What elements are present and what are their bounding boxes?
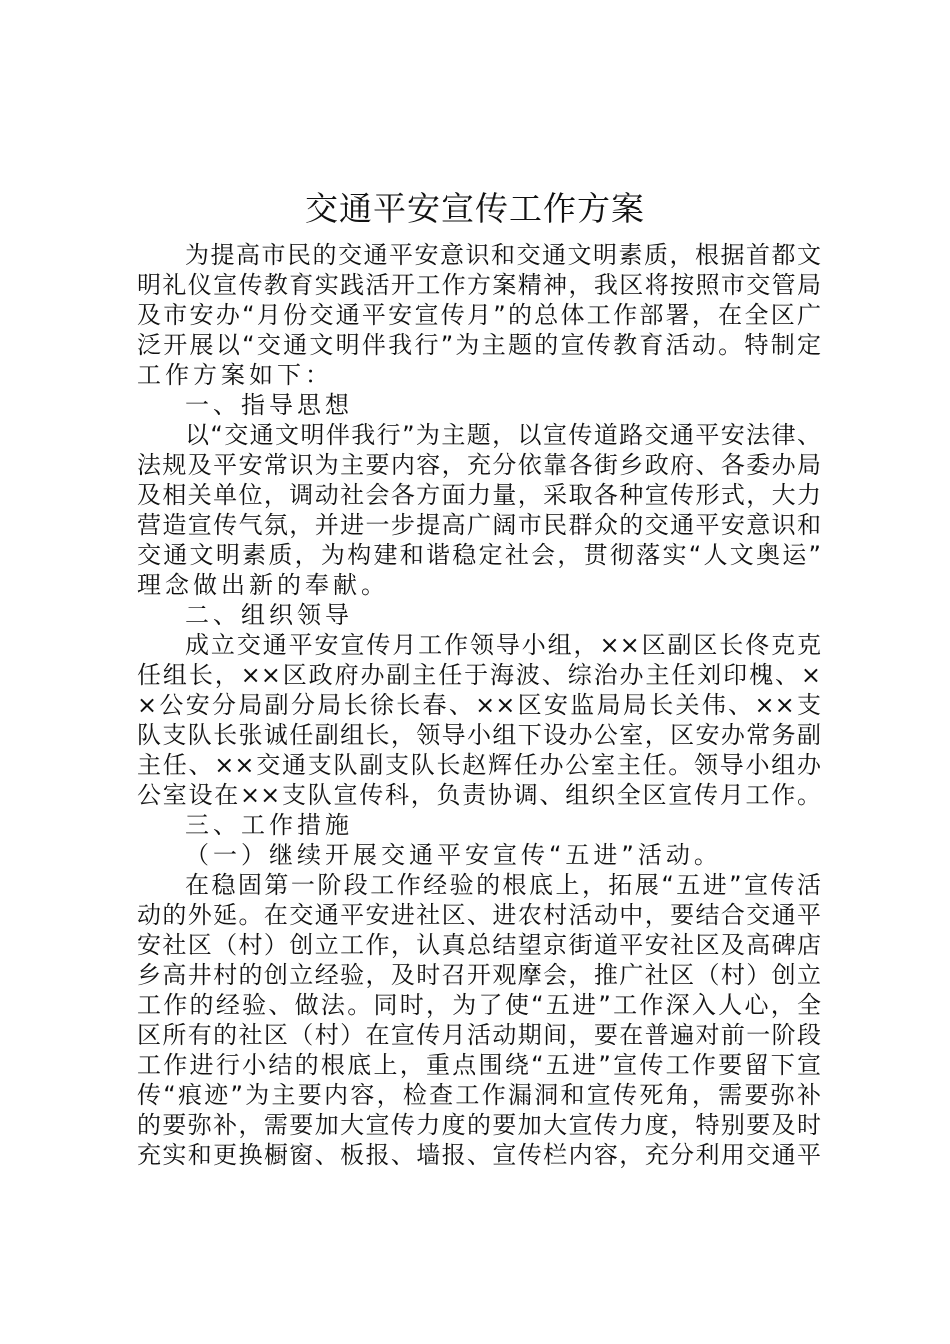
text-line: 二、组织领导 (185, 601, 353, 629)
document-body (137, 240, 821, 1170)
text-line: 及相关单位，调动社会各方面力量，采取各种宣传形式，大力 (137, 481, 821, 509)
text-line: 队支队长张诚任副组长，领导小组下设办公室，区安办常务副 (137, 721, 821, 749)
text-line: 任组长，××区政府办副主任于海波、综治办主任刘印槐、× (137, 661, 821, 689)
text-line: 安社区（村）创立工作，认真总结望京街道平安社区及高碑店 (137, 931, 821, 959)
text-line: 乡高井村的创立经验，及时召开观摩会，推广社区（村）创立 (137, 961, 821, 989)
text-line: 动的外延。在交通平安进社区、进农村活动中，要结合交通平 (137, 901, 821, 929)
text-line: 三、工作措施 (185, 811, 353, 839)
text-line: 交通文明素质，为构建和谐稳定社会，贯彻落实“人文奥运” (137, 541, 821, 569)
document-title: 交通平安宣传工作方案 (305, 189, 645, 228)
text-line: 工作方案如下： (137, 361, 333, 389)
text-line: 充实和更换橱窗、板报、墙报、宣传栏内容，充分利用交通平 (137, 1141, 821, 1169)
text-line: 以“交通文明伴我行”为主题，以宣传道路交通平安法律、 (185, 421, 821, 449)
text-line: 法规及平安常识为主要内容，充分依靠各街乡政府、各委办局 (137, 451, 821, 479)
text-line: 及市安办“月份交通平安宣传月”的总体工作部署，在全区广 (137, 301, 821, 329)
text-line: （一）继续开展交通平安宣传“五进”活动。 (185, 841, 722, 869)
text-line: 传“痕迹”为主要内容，检查工作漏洞和宣传死角，需要弥补 (137, 1081, 821, 1109)
text-line: 一、指导思想 (185, 391, 353, 419)
text-line: 为提高市民的交通平安意识和交通文明素质，根据首都文 (185, 241, 821, 269)
text-line: 工作进行小结的根底上，重点围绕“五进”宣传工作要留下宣 (137, 1051, 821, 1079)
text-line: 主任、××交通支队副支队长赵辉任办公室主任。领导小组办 (137, 751, 821, 779)
text-line: 营造宣传气氛，并进一步提高广阔市民群众的交通平安意识和 (137, 511, 821, 539)
text-line: 公室设在××支队宣传科，负责协调、组织全区宣传月工作。 (137, 781, 821, 809)
text-line: 区所有的社区（村）在宣传月活动期间，要在普遍对前一阶段 (137, 1021, 821, 1049)
text-line: 明礼仪宣传教育实践活开工作方案精神，我区将按照市交管局 (137, 271, 821, 299)
text-line: ×公安分局副分局长徐长春、××区安监局局长关伟、××支 (137, 691, 821, 719)
text-line: 理念做出新的奉献。 (137, 571, 389, 599)
text-line: 在稳固第一阶段工作经验的根底上，拓展“五进”宣传活 (185, 871, 821, 899)
text-line: 的要弥补，需要加大宣传力度的要加大宣传力度，特别要及时 (137, 1111, 821, 1139)
text-line: 工作的经验、做法。同时，为了使“五进”工作深入人心，全 (137, 991, 821, 1019)
text-line: 泛开展以“交通文明伴我行”为主题的宣传教育活动。特制定 (137, 331, 821, 359)
text-line: 成立交通平安宣传月工作领导小组，××区副区长佟克克 (185, 631, 821, 659)
